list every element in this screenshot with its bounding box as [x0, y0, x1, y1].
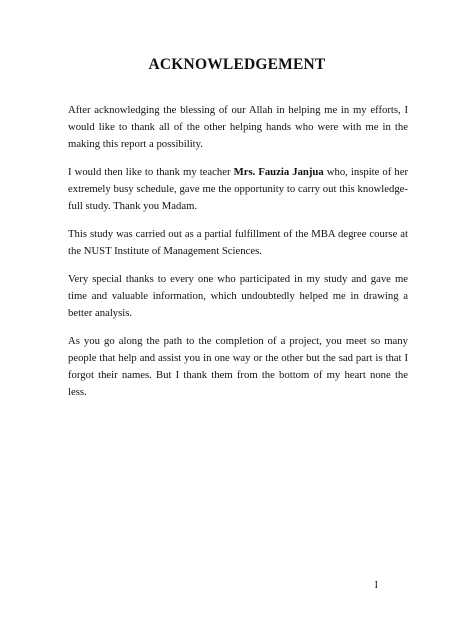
body-text	[68, 102, 408, 412]
paragraph-1: After acknowledging the blessing of our Allah in helping me in my efforts, I would like to thank all of the other helping hands who were with me in the making this report a possibility.	[68, 104, 408, 150]
paragraph-4: Very special thanks to every one who participated in my study and gave me time and valuable information, which undoubtedly helped me in drawing a better analysis.	[68, 273, 408, 319]
paragraph-2	[68, 164, 408, 215]
paragraph-2-end: who, inspite of her extremely busy schedule, gave me the opportunity to carry out this knowledge-full study. Thank you Madam.	[68, 166, 409, 212]
page-number: I	[374, 580, 378, 591]
paragraph-2-start: I would then like to thank my teacher	[68, 166, 234, 178]
page-title: ACKNOWLEDGEMENT	[148, 56, 326, 73]
paragraph-5: As you go along the path to the completion of a project, you meet so many people that help and assist you in one way or the other but the sad part is that I forgot their names. But I thank them from the bottom of my heart none the less.	[68, 335, 408, 398]
paragraph-3: This study was carried out as a partial fulfillment of the MBA degree course at the NUST Institute of Management Sciences.	[68, 228, 408, 257]
teacher-name: Mrs. Fauzia Janjua	[233, 166, 324, 178]
